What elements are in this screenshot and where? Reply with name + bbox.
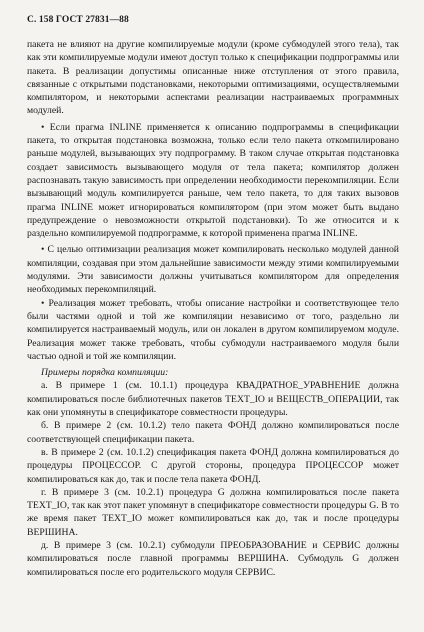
examples-heading: Примеры порядка компиляции: [41,367,169,379]
example-item: б. В примере 2 (см. 10.1.2) тело пакета ФОНД должно компилироваться после соответствующей спецификации пакета. [27,420,399,445]
example-item: д. В примере 3 (см. 10.2.1) субмодули ПРЕОБРАЗОВАНИЕ и СЕРВИС должны компилироваться после главной программы ВЕРШИНА. Субмодуль G должен компилироваться после его родительского модуля СЕРВИС. [27,539,399,578]
paragraph: пакета не влияют на другие компилируемые модули (кроме субмодулей этого тела), так как эти компилируемые модули имеют доступ только к спецификации подпрограммы или пакета. В реализации допустимы описанные ниже отступления от этого правила, связанные с открытыми подстановками, некоторыми оптимизациями, осуществляемыми компилятором, и некоторыми аспектами реализации настраиваемых программных модулей. [27,39,399,117]
paragraph: • Если прагма INLINE применяется к описанию подпрограммы в спецификации пакета, то открытая подстановка возможна, только если тело пакета откомпилировано раньше модулей, вызывающих эту подпрограмму. В таком случае открытая подстановка создает зависимость вызывающего модуля от тела пакета; компилятор должен распознавать такую зависимость при определении необходимости перекомпиляции. Если вызывающий модуль компилируется раньше, чем тело пакета, то для таких вызовов прагма INLINE может игнорироваться компилятором (при этом может быть выдано предупреждение о невозможности открытой подстановки). То же относится и к раздельно компилируемой подпрограмме, к которой применена прагма INLINE. [27,121,399,240]
example-item: а. В примере 1 (см. 10.1.1) процедура КВАДРАТНОЕ_УРАВНЕНИЕ должна компилироваться после библиотечных пакетов TEXT_IO и ВЕЩЕСТВ_ОПЕРАЦИИ, так как они упомянуты в спецификаторе совместности процедуры. [27,380,399,419]
paragraph: • Реализация может требовать, чтобы описание настройки и соответствующее тело были частями одной и той же компиляции независимо от того, раздельно ли компилируется настраиваемый модуль, или он локален в другом компилируемом модуле. Реализация может также требовать, чтобы субмодули настраиваемого модуля были частью одной и той же компиляции. [27,297,399,362]
paragraph: • С целью оптимизации реализация может компилировать несколько модулей данной компиляции, создавая при этом дальнейшие зависимости между этими компилируемыми модулями. Эти зависимости должны учитываться компилятором для определения необходимых перекомпиляций. [27,244,399,296]
page-header: С. 158 ГОСТ 27831—88 [27,15,129,25]
example-item: в. В примере 2 (см. 10.1.2) спецификация пакета ФОНД должна компилироваться до процедуры ПРОЦЕССОР. С другой стороны, процедура ПРОЦЕССОР может компилироваться как до, так и после тела пакета ФОНД. [27,446,399,485]
example-item: г. В примере 3 (см. 10.2.1) процедура G должна компилироваться после пакета TEXT_IO, так как этот пакет упомянут в спецификаторе совместности процедуры G. В то же время пакет TEXT_IO может компилироваться как до, так и после процедуры ВЕРШИНА. [27,486,399,538]
page-body [27,38,399,579]
